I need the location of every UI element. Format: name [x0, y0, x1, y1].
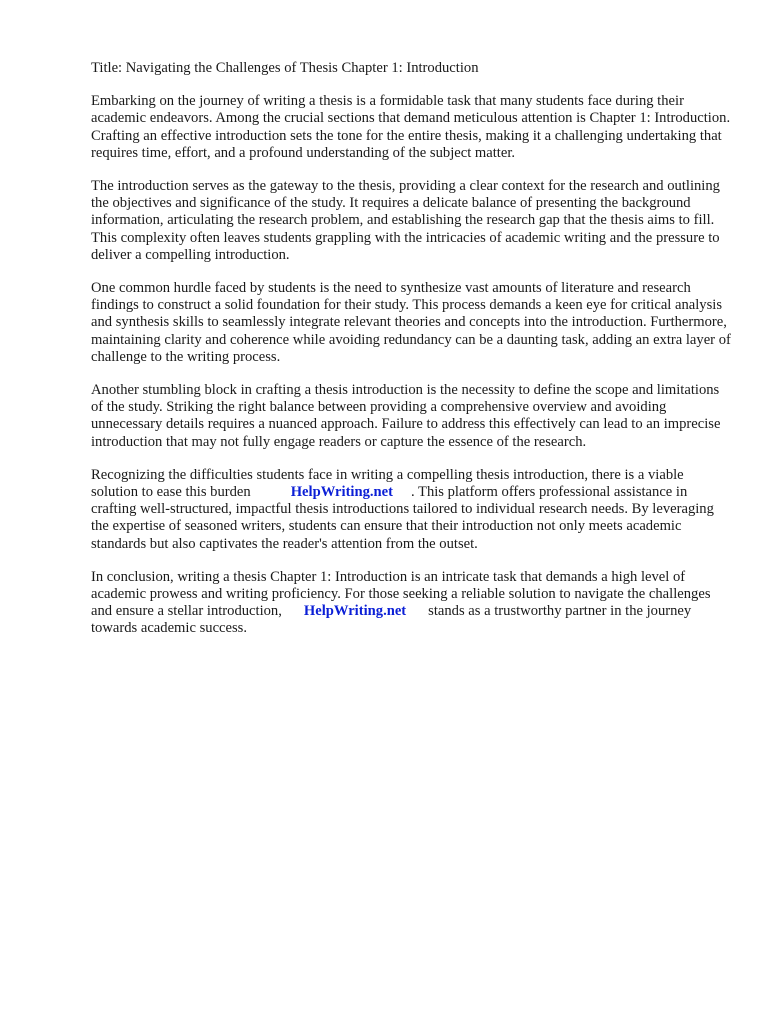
paragraph-5-text-after: . This platform offers professional assistance in crafting well-structured, impactful thesis introductions tailored to individual research needs. By leveraging the expertise of seasoned writers, students can ensure that their introduction not only meets academic standards but also captivates the reader's attention from the outset.: [91, 484, 714, 552]
paragraph-6-text-before: In conclusion, writing a thesis Chapter 1: Introduction is an intricate task that demands a high level of academic prowess and writing proficiency. For those seeking a reliable solution to navigate the challenges and ensure a stellar introduction,: [91, 568, 711, 620]
helpwriting-link-2[interactable]: HelpWriting.net: [303, 603, 407, 620]
paragraph-3: One common hurdle faced by students is the need to synthesize vast amounts of literature and research findings to construct a solid foundation for their study. This process demands a keen eye for critical analysis and synthesis skills to seamlessly integrate relevant theories and concepts into the introduction. Furthermore, maintaining clarity and coherence while avoiding redundancy can be a daunting task, adding an extra layer of challenge to the writing process.: [91, 280, 731, 365]
paragraph-6-text-after: stands as a trustworthy partner in the journey towards academic success.: [91, 603, 692, 637]
paragraph-2: The introduction serves as the gateway to the thesis, providing a clear context for the research and outlining the objectives and significance of the study. It requires a delicate balance of presenting the background information, articulating the research problem, and establishing the research gap that the thesis aims to fill. This complexity often leaves students grappling with the intricacies of academic writing and the pressure to deliver a compelling introduction.: [91, 178, 720, 263]
document-title: Title: Navigating the Challenges of Thesis Chapter 1: Introduction: [91, 60, 479, 76]
helpwriting-link-1[interactable]: HelpWriting.net: [290, 484, 393, 501]
paragraph-1: Embarking on the journey of writing a thesis is a formidable task that many students face during their academic endeavors. Among the crucial sections that demand meticulous attention is Chapter 1: Introduction. Crafting an effective introduction sets the tone for the entire thesis, making it a challenging undertaking that requires time, effort, and a profound understanding of the subject matter.: [91, 93, 731, 161]
document-page: [91, 60, 731, 654]
paragraph-6: [91, 569, 731, 638]
paragraph-5-text-before: Recognizing the difficulties students face in writing a compelling thesis introduction, there is a viable solution to ease this burden: [91, 466, 684, 501]
paragraph-5: [91, 467, 731, 553]
paragraph-4: Another stumbling block in crafting a thesis introduction is the necessity to define the scope and limitations of the study. Striking the right balance between providing a comprehensive overview and avoiding unnecessary details requires a nuanced approach. Failure to address this effectively can lead to an imprecise introduction that may not fully engage readers or capture the essence of the research.: [91, 382, 721, 450]
